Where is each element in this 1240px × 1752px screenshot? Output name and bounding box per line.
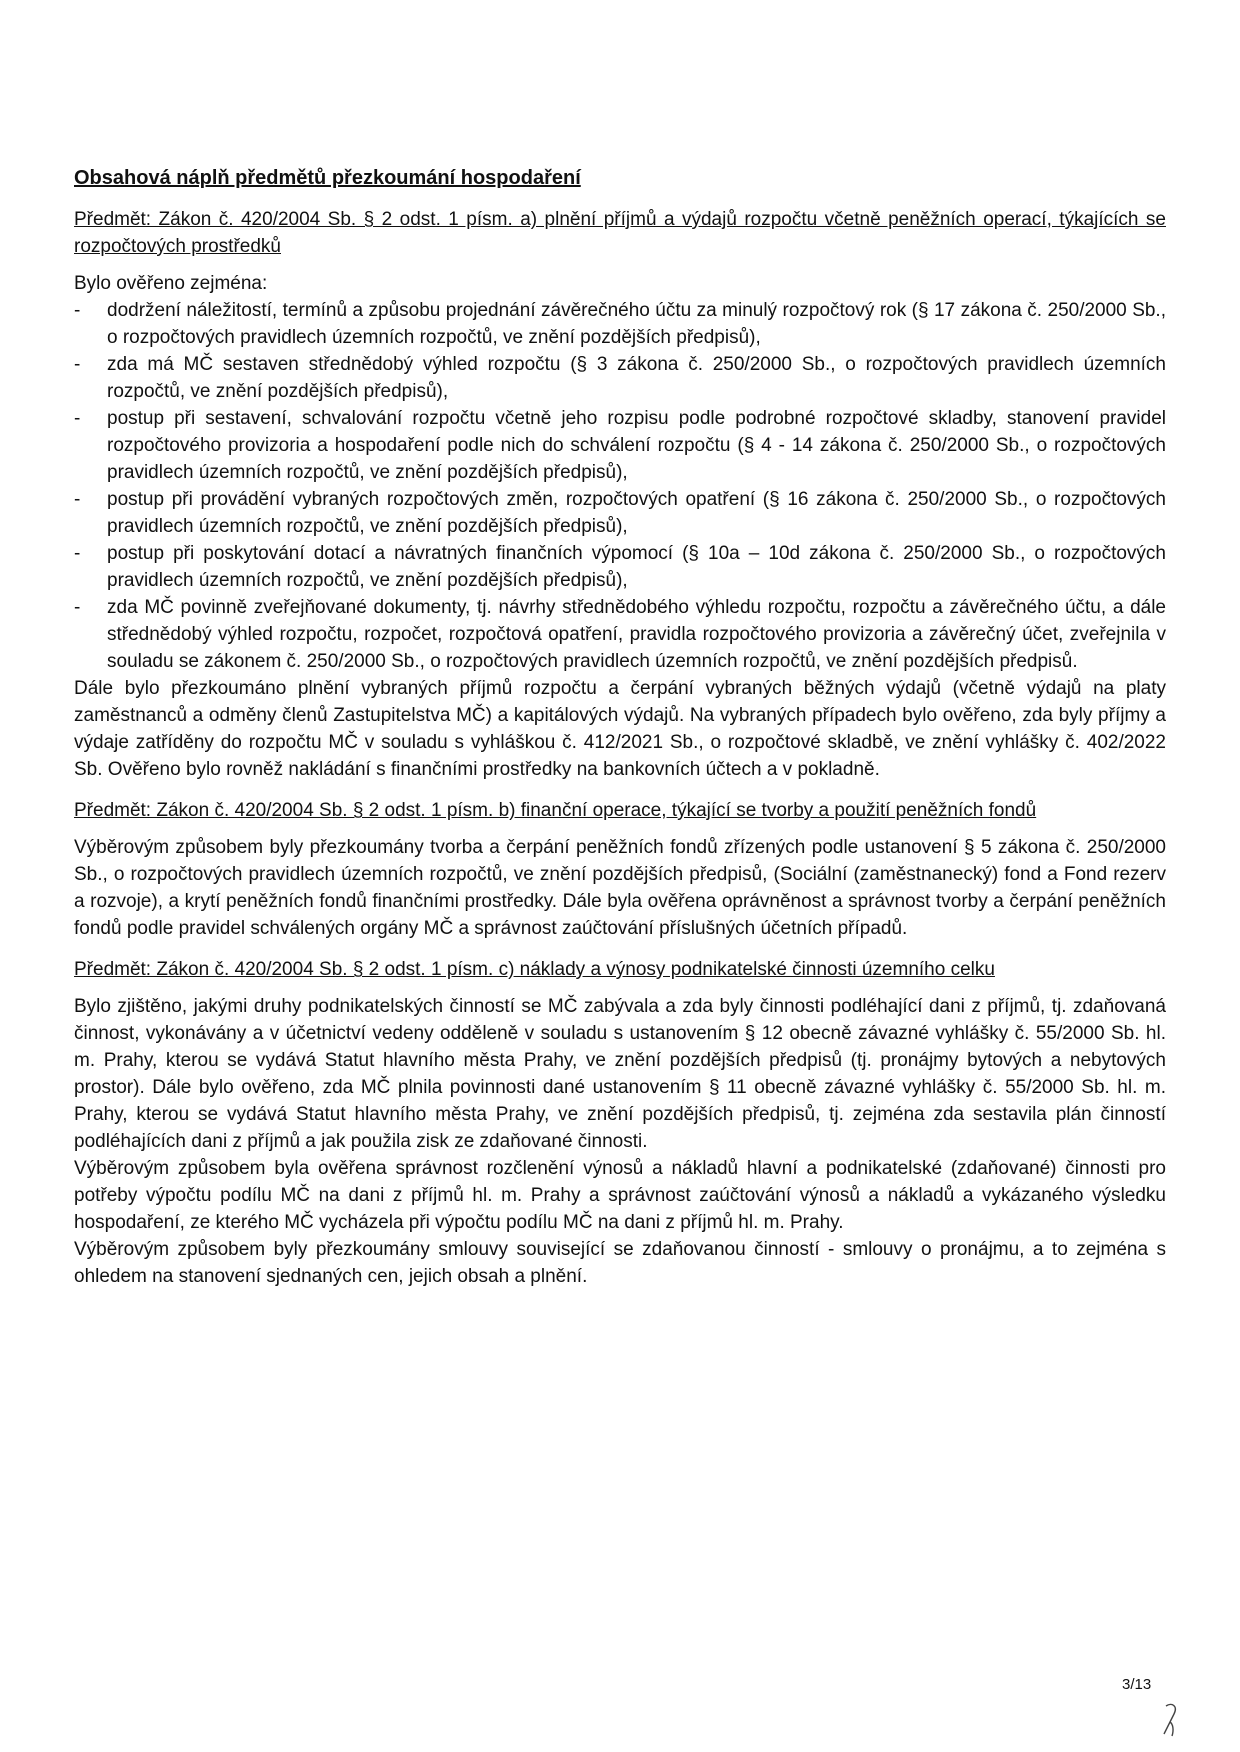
- bullet-dash: -: [74, 597, 81, 618]
- section-subject: Předmět: Zákon č. 420/2004 Sb. § 2 odst. 1 písm. b) finanční operace, týkající se tvorby a použití peněžních fondů: [74, 800, 1037, 821]
- section-paragraph: Výběrovým způsobem byly přezkoumány smlouvy související se zdaňovanou činností - smlouvy o pronájmu, a to zejména s ohledem na stanovení sjednaných cen, jejich obsah a plnění.: [74, 1239, 1166, 1287]
- list-item: [74, 297, 1166, 351]
- list-item-text: zda má MČ sestaven střednědobý výhled rozpočtu (§ 3 zákona č. 250/2000 Sb., o rozpočtových pravidlech územních rozpočtů, ve znění pozdějších předpisů),: [107, 354, 1166, 402]
- section-intro: Bylo ověřeno zejména:: [74, 273, 268, 294]
- document-page: [74, 165, 1166, 1290]
- section-subject: Předmět: Zákon č. 420/2004 Sb. § 2 odst. 1 písm. c) náklady a výnosy podnikatelské činnosti územního celku: [74, 959, 995, 980]
- list-item-text: postup při poskytování dotací a návratných finančních výpomocí (§ 10a – 10d zákona č. 250/2000 Sb., o rozpočtových pravidlech územních rozpočtů, ve znění pozdějších předpisů),: [107, 543, 1166, 591]
- section-paragraph: Výběrovým způsobem byla ověřena správnost rozčlenění výnosů a nákladů hlavní a podnikatelské (zdaňované) činnosti pro potřeby výpočtu podílu MČ na dani z příjmů hl. m. Prahy a správnost zaúčtování výnosů a nákladů a vykázaného výsledku hospodaření, ze kterého MČ vycházela při výpočtu podílu MČ na dani z příjmů hl. m. Prahy.: [74, 1158, 1166, 1233]
- bullet-dash: -: [74, 489, 81, 510]
- section-paragraph: Dále bylo přezkoumáno plnění vybraných příjmů rozpočtu a čerpání vybraných běžných výdajů (včetně výdajů na platy zaměstnanců a odměny členů Zastupitelstva MČ) a kapitálových výdajů. Na vybraných případech bylo ověřeno, zda byly příjmy a výdaje zatříděny do rozpočtu MČ v souladu s vyhláškou č. 412/2021 Sb., o rozpočtové skladbě, ve znění vyhlášky č. 402/2022 Sb. Ověřeno bylo rovněž nakládání s finančními prostředky na bankovních účtech a v pokladně.: [74, 678, 1166, 780]
- bullet-dash: -: [74, 543, 81, 564]
- bullet-list: [74, 297, 1166, 675]
- section-subject: Předmět: Zákon č. 420/2004 Sb. § 2 odst. 1 písm. a) plnění příjmů a výdajů rozpočtu včetně peněžních operací, týkajících se rozpočtových prostředků: [74, 209, 1166, 257]
- list-item-text: postup při sestavení, schvalování rozpočtu včetně jeho rozpisu podle podrobné rozpočtové skladby, stanovení pravidel rozpočtového provizoria a hospodaření podle nich do schválení rozpočtu (§ 4 - 14 zákona č. 250/2000 Sb., o rozpočtových pravidlech územních rozpočtů, ve znění pozdějších předpisů),: [107, 408, 1166, 483]
- page-number: 3/13: [1122, 1676, 1152, 1693]
- list-item: [74, 540, 1166, 594]
- list-item: [74, 594, 1166, 675]
- list-item-text: zda MČ povinně zveřejňované dokumenty, tj. návrhy střednědobého výhledu rozpočtu, rozpočtu a závěrečného účtu, a dále střednědobý výhled rozpočtu, rozpočet, rozpočtová opatření, pravidla rozpočtového provizoria a závěrečný účet, zveřejnila v souladu se zákonem č. 250/2000 Sb., o rozpočtových pravidlech územních rozpočtů, ve znění pozdějších předpisů.: [107, 597, 1166, 672]
- section-paragraph: Bylo zjištěno, jakými druhy podnikatelských činností se MČ zabývala a zda byly činnosti podléhající dani z příjmů, tj. zdaňovaná činnost, vykonávány a v účetnictví vedeny odděleně v souladu s ustanovením § 12 obecně závazné vyhlášky č. 55/2000 Sb. hl. m. Prahy, kterou se vydává Statut hlavního města Prahy, ve znění pozdějších předpisů (tj. pronájmy bytových a nebytových prostor). Dále bylo ověřeno, zda MČ plnila povinnosti dané ustanovením § 11 obecně závazné vyhlášky č. 55/2000 Sb. hl. m. Prahy, kterou se vydává Statut hlavního města Prahy, ve znění pozdějších předpisů, tj. zejména zda sestavila plán činností podléhajících dani z příjmů a jak použila zisk ze zdaňované činnosti.: [74, 996, 1166, 1152]
- section-a: [74, 206, 1166, 783]
- bullet-dash: -: [74, 300, 81, 321]
- initials-signature: [1160, 1700, 1184, 1740]
- section-c: [74, 956, 1166, 1290]
- section-b: [74, 797, 1166, 942]
- list-item: [74, 405, 1166, 486]
- list-item: [74, 486, 1166, 540]
- bullet-dash: -: [74, 408, 81, 429]
- section-paragraph: Výběrovým způsobem byly přezkoumány tvorba a čerpání peněžních fondů zřízených podle ustanovení § 5 zákona č. 250/2000 Sb., o rozpočtových pravidlech územních rozpočtů, ve znění pozdějších předpisů, (Sociální (zaměstnanecký) fond a Fond rezerv a rozvoje), a krytí peněžních fondů finančními prostředky. Dále byla ověřena oprávněnost a správnost tvorby a čerpání peněžních fondů podle pravidel schválených orgány MČ a správnost zaúčtování příslušných účetních případů.: [74, 837, 1166, 939]
- list-item: [74, 351, 1166, 405]
- list-item-text: dodržení náležitostí, termínů a způsobu projednání závěrečného účtu za minulý rozpočtový rok (§ 17 zákona č. 250/2000 Sb., o rozpočtových pravidlech územních rozpočtů, ve znění pozdějších předpisů),: [107, 300, 1166, 348]
- page-heading: Obsahová náplň předmětů přezkoumání hospodaření: [74, 167, 581, 189]
- list-item-text: postup při provádění vybraných rozpočtových změn, rozpočtových opatření (§ 16 zákona č. 250/2000 Sb., o rozpočtových pravidlech územních rozpočtů, ve znění pozdějších předpisů),: [107, 489, 1166, 537]
- bullet-dash: -: [74, 354, 81, 375]
